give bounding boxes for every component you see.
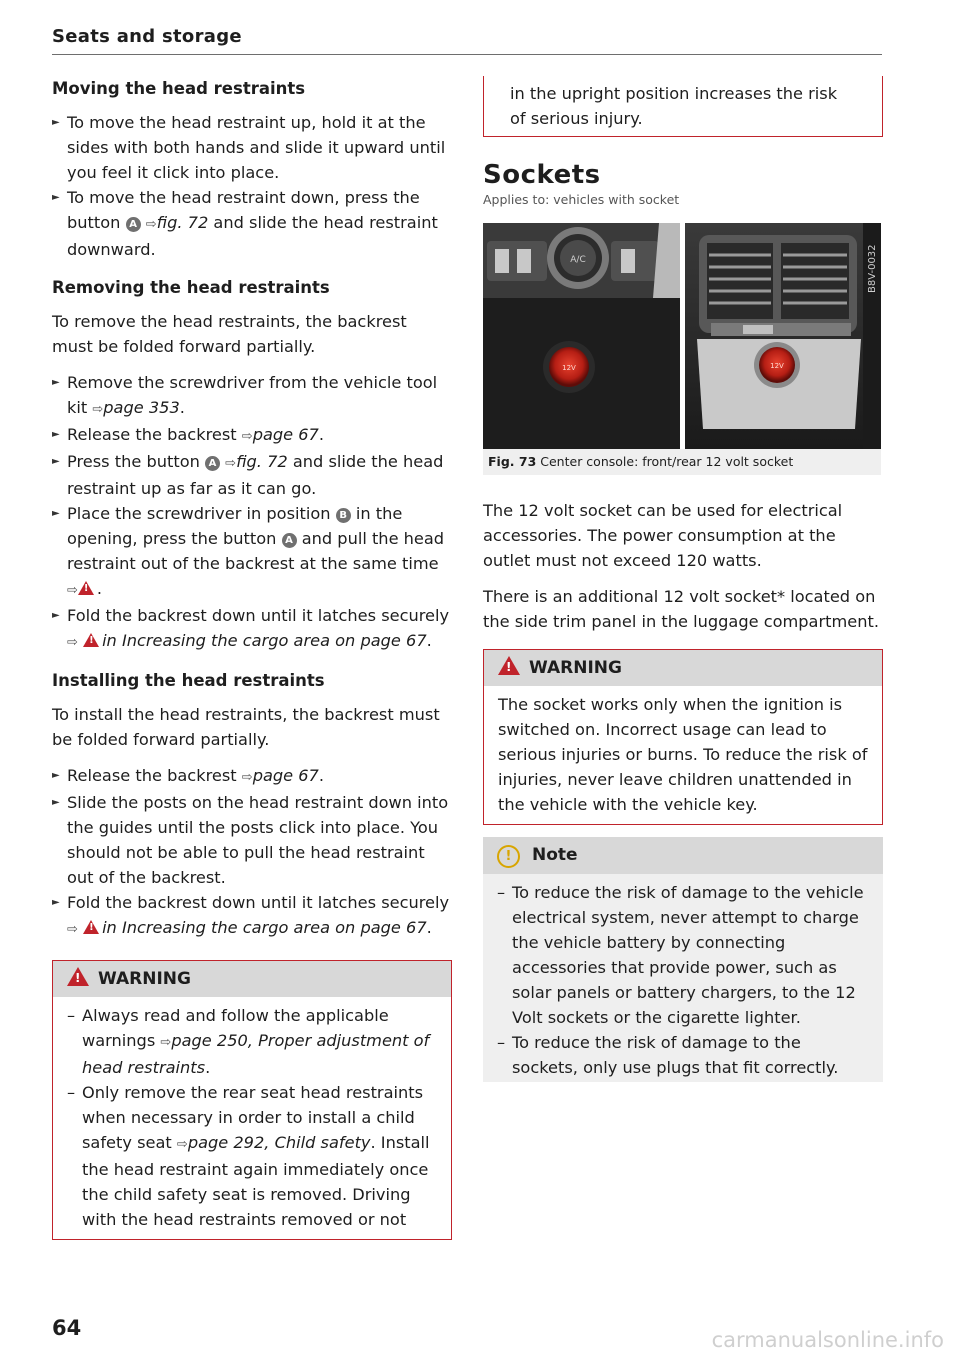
rear-socket-panel (685, 223, 881, 449)
note-title: Note (532, 845, 578, 865)
arrow-right-icon: ⇨ (241, 429, 253, 444)
heading-removing: Removing the head restraints (52, 278, 330, 297)
warning-triangle-icon (83, 920, 99, 934)
removing-bullet-4: ► Place the screwdriver in position B in the opening, press the button A and pull the head restraint out of the backrest at the same time ⇨! . (52, 501, 452, 603)
figure-caption-text: Center console: front/rear 12 volt socket (540, 454, 794, 469)
left-column (52, 76, 452, 1240)
warning-item-2: – Only remove the rear seat head restraints when necessary in order to install a child safety seat ⇨page 292, Child safety. Install the head restraint again immediately once the child safety seat is removed. Driving with the head restraints removed or not (67, 1080, 437, 1232)
warning-item-1: – Always read and follow the applicable warnings ⇨page 250, Proper adjustment of head restraints. (67, 1003, 437, 1080)
warning-box-header (53, 961, 451, 997)
section-title: Seats and storage (52, 26, 242, 47)
warning-box-continued (483, 76, 883, 137)
moving-bullet-1: ► To move the head restraint up, hold it at the sides with both hands and slide it upward until you feel it click into place. (52, 110, 452, 185)
position-b-marker: B (336, 508, 351, 523)
warning-box-body: The socket works only when the ignition is switched on. Incorrect usage can lead to serious injuries or burns. To reduce the risk of injuries, never leave children unattended in the vehicle with the vehicle key. (498, 695, 868, 814)
arrow-right-icon: ⇨ (145, 217, 157, 232)
heading-moving: Moving the head restraints (52, 79, 306, 98)
figure-code: B8V-0032 (867, 244, 878, 293)
warning-triangle-icon (498, 656, 520, 675)
arrow-right-icon: ⇨ (67, 922, 78, 937)
note-body (483, 874, 883, 1082)
note-item-2: – To reduce the risk of damage to the sockets, only use plugs that fit correctly. (497, 1030, 869, 1080)
applies-to: Applies to: vehicles with socket (483, 192, 680, 207)
sockets-title: Sockets (483, 160, 601, 190)
figure-caption (483, 449, 881, 475)
page-number: 64 (52, 1316, 82, 1340)
page-67-link[interactable]: page 67 (252, 766, 319, 785)
warning-title: WARNING (98, 969, 191, 989)
button-a-marker: A (205, 456, 220, 471)
sockets-paragraph-1: The 12 volt socket can be used for electrical accessories. The power consumption at the outlet must not exceed 120 watts. (483, 501, 843, 570)
button-a-marker: A (282, 533, 297, 548)
note-header (483, 837, 883, 874)
removing-bullet-5: ► Fold the backrest down until it latches securely ⇨ ! in Increasing the cargo area on page 67. (52, 603, 452, 655)
warning-triangle-icon (83, 633, 99, 647)
cargo-area-link[interactable]: in Increasing the cargo area on page 67 (102, 631, 427, 650)
installing-intro: To install the head restraints, the backrest must be folded forward partially. (52, 705, 440, 749)
warning-box-body (53, 997, 451, 1239)
warning-triangle-icon (78, 581, 94, 595)
warning-box-head-restraints (52, 960, 452, 1240)
fig-72-link[interactable]: fig. 72 (156, 213, 209, 232)
warning-title: WARNING (529, 658, 622, 678)
warning-box-sockets (483, 649, 883, 825)
removing-intro: To remove the head restraints, the backrest must be folded forward partially. (52, 312, 407, 356)
fig-72-link[interactable]: fig. 72 (236, 452, 288, 471)
installing-bullet-1: ► Release the backrest ⇨page 67. (52, 763, 452, 790)
page-292-link[interactable]: page 292, Child safety (187, 1133, 371, 1152)
installing-bullet-2: ► Slide the posts on the head restraint down into the guides until the posts click into place. You should not be able to pull the head restraint out of the backrest. (52, 790, 452, 890)
rear-socket-label: 12V (770, 362, 784, 370)
figure-73 (483, 223, 881, 475)
socket-photo (483, 223, 881, 449)
page-header (52, 24, 882, 55)
moving-bullet-2: ► To move the head restraint down, press the button A ⇨fig. 72 and slide the head restraint downward. (52, 185, 452, 262)
cargo-area-link[interactable]: in Increasing the cargo area on page 67 (102, 918, 427, 937)
arrow-right-icon: ⇨ (67, 635, 78, 650)
removing-bullet-1: ► Remove the screwdriver from the vehicle tool kit ⇨page 353. (52, 370, 452, 422)
arrow-right-icon: ⇨ (241, 770, 253, 785)
button-a-marker: A (126, 217, 141, 232)
arrow-right-icon: ⇨ (160, 1035, 172, 1050)
arrow-right-icon: ⇨ (176, 1137, 188, 1152)
arrow-right-icon: ⇨ (92, 402, 104, 417)
heading-installing: Installing the head restraints (52, 671, 325, 690)
removing-bullet-3: ► Press the button A ⇨fig. 72 and slide the head restraint up as far as it can go. (52, 449, 452, 501)
figure-label: Fig. 73 (488, 454, 537, 469)
page-353-link[interactable]: page 353 (103, 398, 180, 417)
front-socket-label: 12V (562, 364, 576, 372)
page-67-link[interactable]: page 67 (252, 425, 319, 444)
arrow-right-icon: ⇨ (67, 583, 78, 598)
note-box (483, 837, 883, 1082)
arrow-right-icon: ⇨ (225, 456, 237, 471)
ac-label: A/C (570, 255, 586, 265)
front-socket-panel (483, 223, 680, 449)
removing-bullet-2: ► Release the backrest ⇨page 67. (52, 422, 452, 449)
right-column (483, 76, 883, 1082)
warning-triangle-icon (67, 967, 89, 986)
note-item-1: – To reduce the risk of damage to the vehicle electrical system, never attempt to charge the vehicle battery by connecting accessories that provide power, such as solar panels or battery chargers, to the 12 Volt sockets or the cigarette lighter. (497, 880, 869, 1030)
page-250-link[interactable]: page 250, Proper adjustment of head restraints (82, 1031, 430, 1077)
sockets-paragraph-2: There is an additional 12 volt socket* located on the side trim panel in the luggage compartment. (483, 587, 879, 631)
installing-bullet-3: ► Fold the backrest down until it latches securely ⇨ ! in Increasing the cargo area on page 67. (52, 890, 452, 942)
warning-continued-body: in the upright position increases the risk of serious injury. (510, 84, 838, 128)
watermark: carmanualsonline.info (711, 1328, 944, 1352)
warning-box-header (484, 650, 882, 686)
note-info-icon: ! (497, 845, 520, 868)
